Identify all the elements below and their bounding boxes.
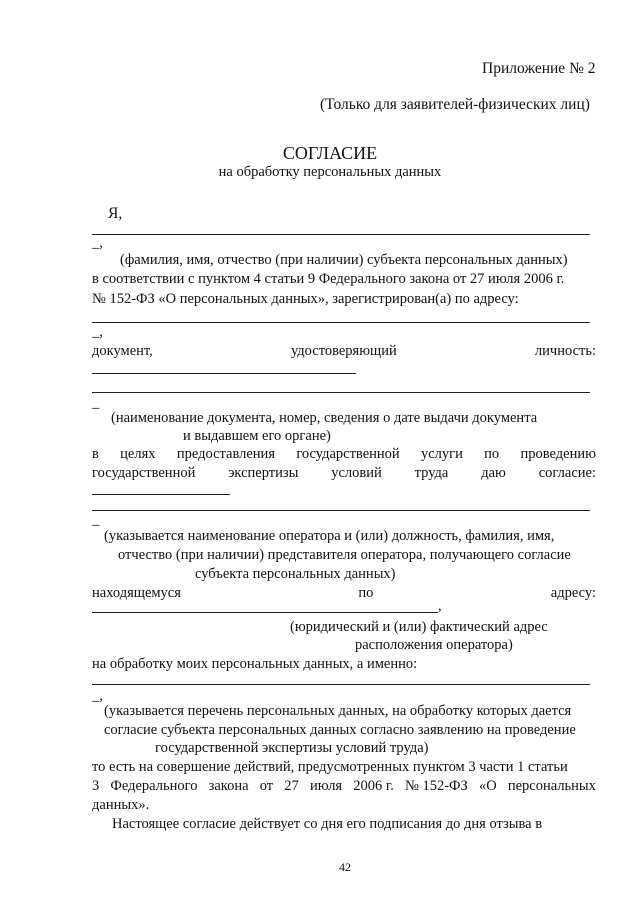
operator-address-blank-line: [92, 612, 438, 613]
document-caption-line-2: и выдавшем его органе): [183, 428, 331, 444]
word: услуги: [420, 446, 463, 462]
fio-caption: (фамилия, имя, отчество (при наличии) субъекта персональных данных): [120, 252, 568, 268]
word: от: [259, 778, 274, 794]
data-list-blank-line: [92, 684, 590, 685]
fio-blank-line: [92, 234, 590, 235]
operator-caption-line-2: отчество (при наличии) представителя оператора, получающего согласие: [118, 547, 571, 563]
actions-line-2: [92, 778, 596, 795]
operator-caption-line-1: (указывается наименование оператора и (или) должность, фамилия, имя,: [104, 528, 555, 544]
operator-blank-line-short: [92, 494, 230, 495]
data-list-caption-line-1: (указывается перечень персональных данных, на обработку которых дается: [104, 703, 572, 719]
operator-blank-line-full: [92, 510, 590, 511]
fio-comma: _,: [92, 235, 103, 251]
first-person-pronoun: Я,: [108, 205, 123, 222]
document-dash: _: [92, 395, 100, 411]
address-comma: _,: [92, 324, 103, 340]
data-list-comma: _,: [92, 688, 103, 704]
processing-statement: на обработку моих персональных данных, а именно:: [92, 656, 418, 672]
word: по: [484, 446, 500, 462]
operator-address-row: [92, 585, 596, 602]
word: находящемуся: [92, 585, 181, 601]
word: «О: [478, 778, 497, 794]
word: Федерального: [110, 778, 198, 794]
word: экспертизы: [228, 465, 299, 481]
word: по: [358, 585, 374, 601]
data-list-caption-line-3: государственной экспертизы условий труда): [155, 740, 429, 756]
word: предоставления: [176, 446, 275, 462]
word: 2006 г.: [353, 778, 394, 794]
document-title: СОГЛАСИЕ: [282, 143, 378, 163]
consent-row: [92, 465, 596, 482]
document-blank-line-full: [92, 392, 590, 393]
document-blank-line-short: [92, 373, 356, 374]
word: личность:: [534, 343, 596, 359]
validity-statement: Настоящее согласие действует со дня его подписания до дня отзыва в: [112, 816, 543, 832]
word: 27: [284, 778, 299, 794]
word: даю: [481, 465, 506, 481]
word: 3: [92, 778, 100, 794]
document-caption-line-1: (наименование документа, номер, сведения о дате выдачи документа: [111, 410, 538, 426]
operator-caption-line-3: субъекта персональных данных): [195, 566, 396, 582]
operator-dash: _: [92, 512, 100, 528]
identity-document-row: [92, 343, 596, 360]
word: персональных: [507, 778, 596, 794]
law-reference-line-2: № 152-ФЗ «О персональных данных», зарегистрирован(а) по адресу:: [92, 291, 519, 307]
word: условий: [331, 465, 382, 481]
address-caption-line-1: (юридический и (или) фактический адрес: [290, 619, 548, 635]
document-subtitle: на обработку персональных данных: [218, 164, 442, 180]
page-number: 42: [339, 860, 351, 874]
word: июля: [309, 778, 343, 794]
word: государственной: [92, 465, 196, 481]
address-caption-line-2: расположения оператора): [355, 637, 513, 653]
word: целях: [120, 446, 156, 462]
appendix-label: Приложение № 2: [482, 60, 596, 77]
law-reference-line-1: в соответствии с пунктом 4 статьи 9 Федерального закона от 27 июля 2006 г.: [92, 271, 565, 287]
actions-line-1: то есть на совершение действий, предусмотренных пунктом 3 части 1 статьи: [92, 759, 568, 775]
word: адресу:: [550, 585, 596, 601]
word: закона: [208, 778, 249, 794]
word: труда: [414, 465, 449, 481]
word: документ,: [92, 343, 153, 359]
word: согласие:: [538, 465, 596, 481]
actions-line-3: данных».: [92, 797, 150, 813]
word: № 152-ФЗ: [405, 778, 468, 794]
address-blank-line: [92, 322, 590, 323]
word: проведению: [520, 446, 596, 462]
purpose-row: [92, 446, 596, 463]
data-list-caption-line-2: согласие субъекта персональных данных согласно заявлению на проведение: [104, 722, 576, 738]
applicant-note: (Только для заявителей-физических лиц): [320, 96, 590, 113]
operator-address-comma: ,: [438, 598, 442, 614]
word: государственной: [296, 446, 400, 462]
word: в: [92, 446, 99, 462]
word: удостоверяющий: [290, 343, 397, 359]
